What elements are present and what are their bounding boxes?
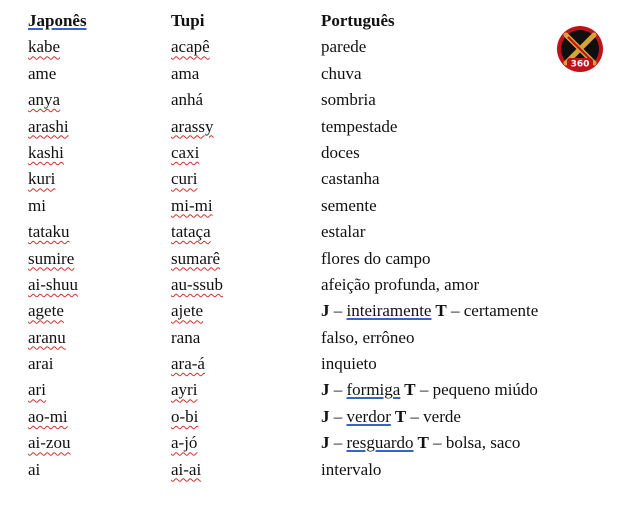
tupi-word: ama [171,63,200,83]
table-row [28,193,628,219]
japanese-word: arai [28,354,54,374]
language-marker-j: J [321,301,330,321]
japanese-word: tataku [28,222,70,242]
table-row [28,404,628,430]
site-logo [556,25,604,73]
japanese-word: ame [28,63,57,83]
table-row [28,457,628,483]
tupi-word: ayri [171,380,198,400]
dash: – [329,301,347,321]
portuguese-meaning: tempestade [321,116,398,136]
portuguese-meaning [321,377,538,403]
table-row [28,34,628,60]
header-tupi: Tupi [171,11,205,30]
dash: – [329,406,347,426]
japanese-word: ari [28,380,46,400]
table-row [28,298,628,324]
tupi-word: mi-mi [171,195,213,215]
table-row [28,246,628,272]
tupi-word: ajete [171,301,204,321]
portuguese-meaning [321,298,538,324]
dash: – [329,380,347,400]
japanese-meaning: inteiramente [346,301,432,321]
portuguese-meaning: inquieto [321,354,377,374]
tupi-meaning: – pequeno miúdo [415,380,538,400]
table-row [28,430,628,456]
header-row [28,8,628,34]
language-marker-t: T [400,380,416,400]
japanese-word: anya [28,90,61,110]
japanese-word: ai-shuu [28,274,79,294]
table-row [28,87,628,113]
tupi-word: sumarê [171,248,221,268]
language-marker-t: T [390,406,407,426]
tupi-meaning: – bolsa, saco [428,433,521,453]
tupi-word: curi [171,169,198,189]
japanese-meaning: formiga [346,380,401,400]
japanese-word: kabe [28,37,61,57]
portuguese-meaning: flores do campo [321,248,431,268]
tupi-word: caxi [171,142,200,162]
table-row [28,61,628,87]
table-row [28,272,628,298]
portuguese-meaning: semente [321,195,377,215]
japanese-word: sumire [28,248,75,268]
japanese-word: ai [28,459,41,479]
portuguese-meaning: intervalo [321,459,382,479]
tupi-meaning: – verde [406,406,461,426]
table-row [28,140,628,166]
language-marker-j: J [321,433,330,453]
table-row [28,114,628,140]
portuguese-meaning: sombria [321,90,376,110]
japanese-word: agete [28,301,64,321]
portuguese-meaning: falso, errôneo [321,327,415,347]
tupi-word: arassy [171,116,214,136]
word-comparison-table [28,8,628,483]
language-marker-t: T [413,433,429,453]
language-marker-j: J [321,406,330,426]
tupi-word: ara-á [171,354,205,374]
tupi-word: anhá [171,90,204,110]
tupi-word: o-bi [171,406,199,426]
tupi-word: rana [171,327,201,347]
portuguese-meaning: parede [321,37,367,57]
japanese-meaning: resguardo [346,433,414,453]
japanese-meaning: verdor [346,406,391,426]
table-row [28,325,628,351]
table-row [28,351,628,377]
japanese-word: ao-mi [28,406,68,426]
table-row [28,377,628,403]
portuguese-meaning: doces [321,142,360,162]
tupi-word: ai-ai [171,459,202,479]
tupi-meaning: – certamente [446,301,539,321]
tupi-word: tataça [171,222,211,242]
japanese-word: kuri [28,169,56,189]
tupi-word: a-jó [171,433,198,453]
japanese-word: mi [28,195,46,215]
japanese-word: ai-zou [28,433,71,453]
japanese-word: kashi [28,142,64,162]
dash: – [329,433,347,453]
portuguese-meaning [321,430,520,456]
japanese-word: arashi [28,116,69,136]
header-japanese: Japonês [28,11,87,30]
tupi-word: au-ssub [171,274,223,294]
portuguese-meaning: chuva [321,63,362,83]
tupi-word: acapê [171,37,210,57]
language-marker-j: J [321,380,330,400]
portuguese-meaning: castanha [321,169,380,189]
table-row [28,219,628,245]
portuguese-meaning: estalar [321,222,366,242]
japanese-word: aranu [28,327,66,347]
portuguese-meaning: afeição profunda, amor [321,274,480,294]
language-marker-t: T [431,301,447,321]
table-row [28,166,628,192]
portuguese-meaning [321,404,461,430]
logo-text: 360 [570,59,590,70]
header-portuguese: Português [321,11,395,30]
